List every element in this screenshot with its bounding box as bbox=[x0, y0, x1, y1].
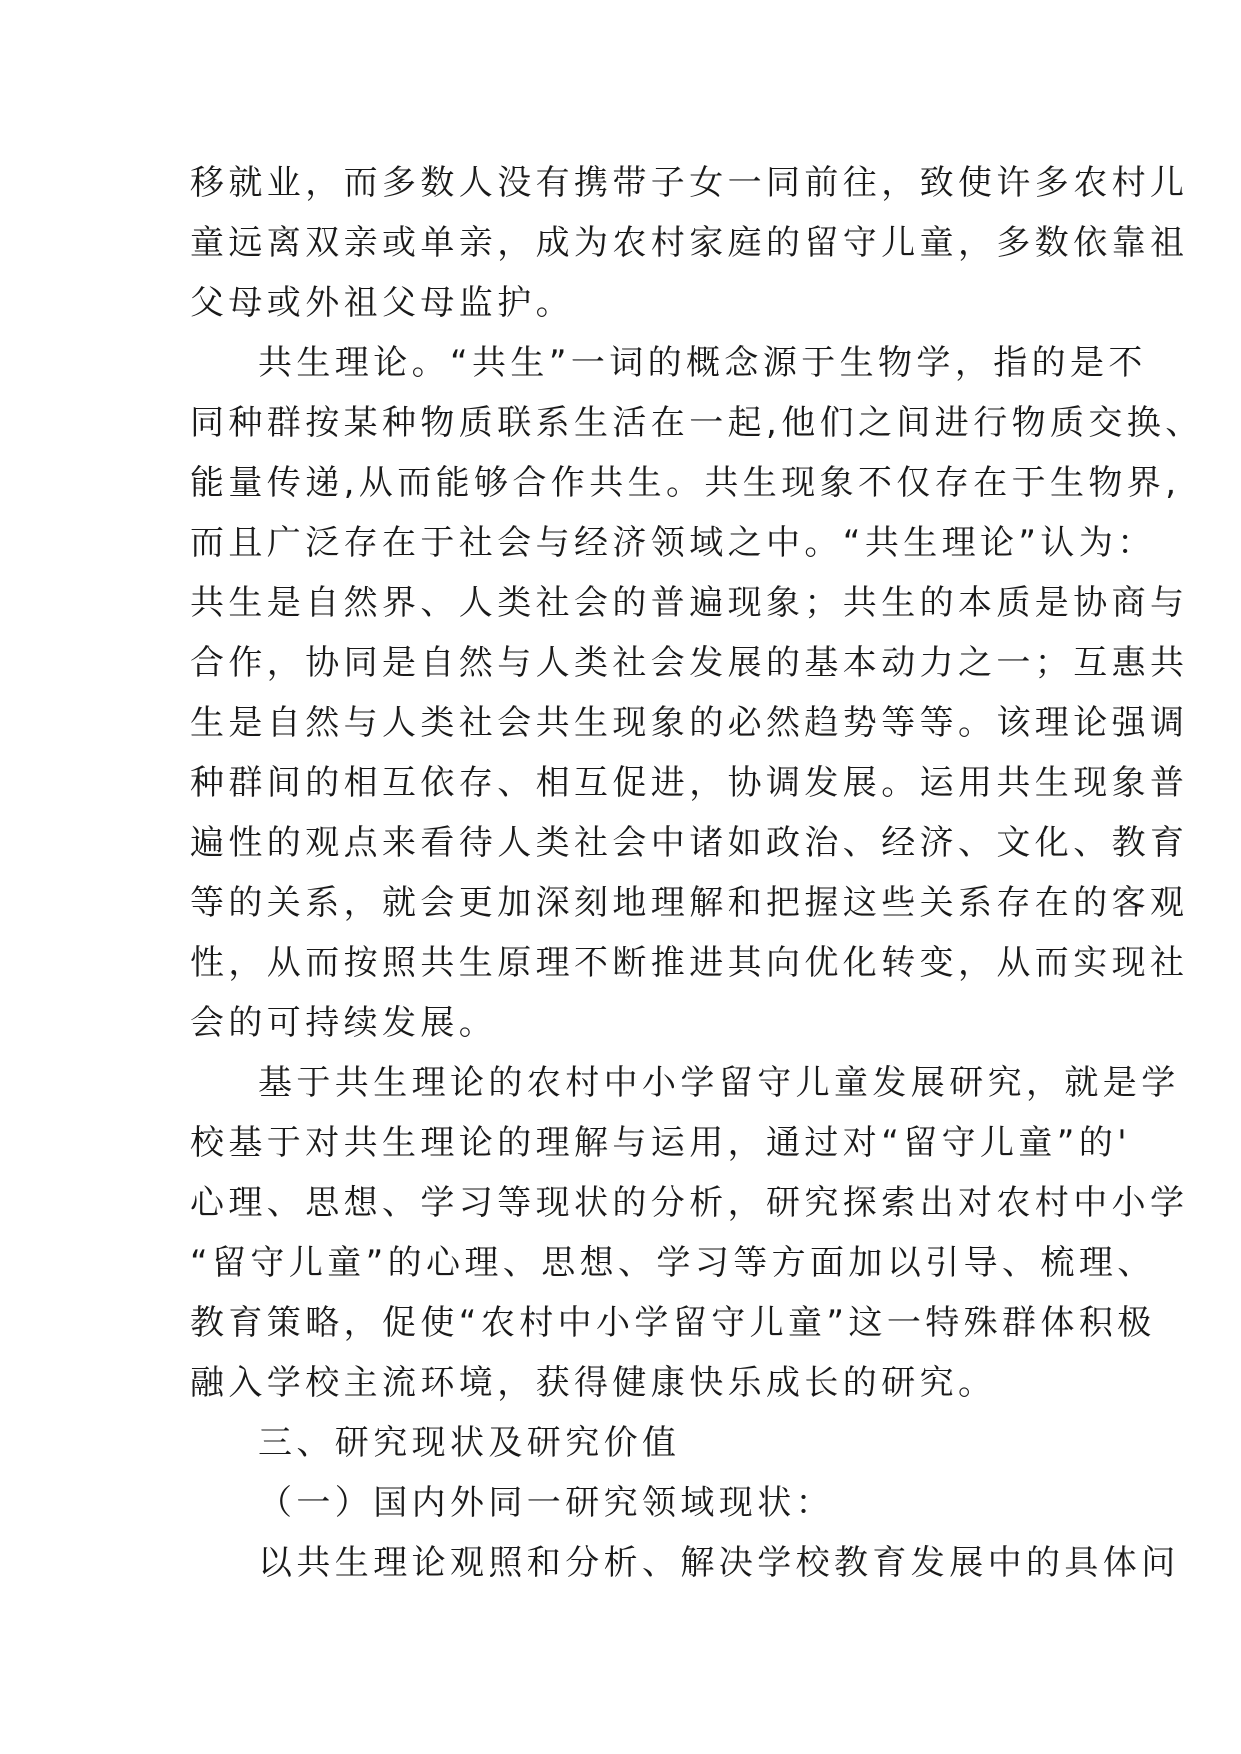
section-heading: 三、研究现状及研究价值 bbox=[258, 1423, 681, 1463]
text-line: 合作，协同是自然与人类社会发展的基本动力之一；互惠共 bbox=[190, 643, 1189, 683]
text-line: 童远离双亲或单亲，成为农村家庭的留守儿童，多数依靠祖 bbox=[190, 223, 1189, 263]
subsection-heading: （一）国内外同一研究领域现状： bbox=[258, 1483, 834, 1523]
text-line: 会的可持续发展。 bbox=[190, 1003, 498, 1043]
paragraph-start-line: 以共生理论观照和分析、解决学校教育发展中的具体问 bbox=[258, 1543, 1180, 1583]
text-line: 校基于对共生理论的理解与运用，通过对“留守儿童”的' bbox=[190, 1123, 1131, 1163]
text-line: 等的关系，就会更加深刻地理解和把握这些关系存在的客观 bbox=[190, 883, 1189, 923]
text-line: 心理、思想、学习等现状的分析，研究探索出对农村中小学 bbox=[190, 1183, 1189, 1223]
text-line: 融入学校主流环境，获得健康快乐成长的研究。 bbox=[190, 1363, 997, 1403]
text-line: 共生是自然界、人类社会的普遍现象；共生的本质是协商与 bbox=[190, 583, 1189, 623]
text-line: 同种群按某种物质联系生活在一起,他们之间进行物质交换、 bbox=[190, 403, 1204, 443]
text-line: “留守儿童”的心理、思想、学习等方面加以引导、梳理、 bbox=[190, 1243, 1156, 1283]
text-line: 而且广泛存在于社会与经济领域之中。“共生理论”认为： bbox=[190, 523, 1156, 563]
paragraph-start-line: 共生理论。“共生”一词的概念源于生物学，指的是不 bbox=[258, 343, 1147, 383]
text-line: 遍性的观点来看待人类社会中诸如政治、经济、文化、教育 bbox=[190, 823, 1189, 863]
text-line: 父母或外祖父母监护。 bbox=[190, 283, 574, 323]
text-line: 生是自然与人类社会共生现象的必然趋势等等。该理论强调 bbox=[190, 703, 1189, 743]
text-line: 能量传递,从而能够合作共生。共生现象不仅存在于生物界, bbox=[190, 463, 1181, 503]
text-line: 性，从而按照共生原理不断推进其向优化转变，从而实现社 bbox=[190, 943, 1189, 983]
text-line: 教育策略，促使“农村中小学留守儿童”这一特殊群体积极 bbox=[190, 1303, 1156, 1343]
body-text bbox=[190, 153, 1204, 1593]
paragraph-start-line: 基于共生理论的农村中小学留守儿童发展研究，就是学 bbox=[258, 1063, 1180, 1103]
text-line: 移就业，而多数人没有携带子女一同前往，致使许多农村儿 bbox=[190, 163, 1189, 203]
text-line: 种群间的相互依存、相互促进，协调发展。运用共生现象普 bbox=[190, 763, 1189, 803]
